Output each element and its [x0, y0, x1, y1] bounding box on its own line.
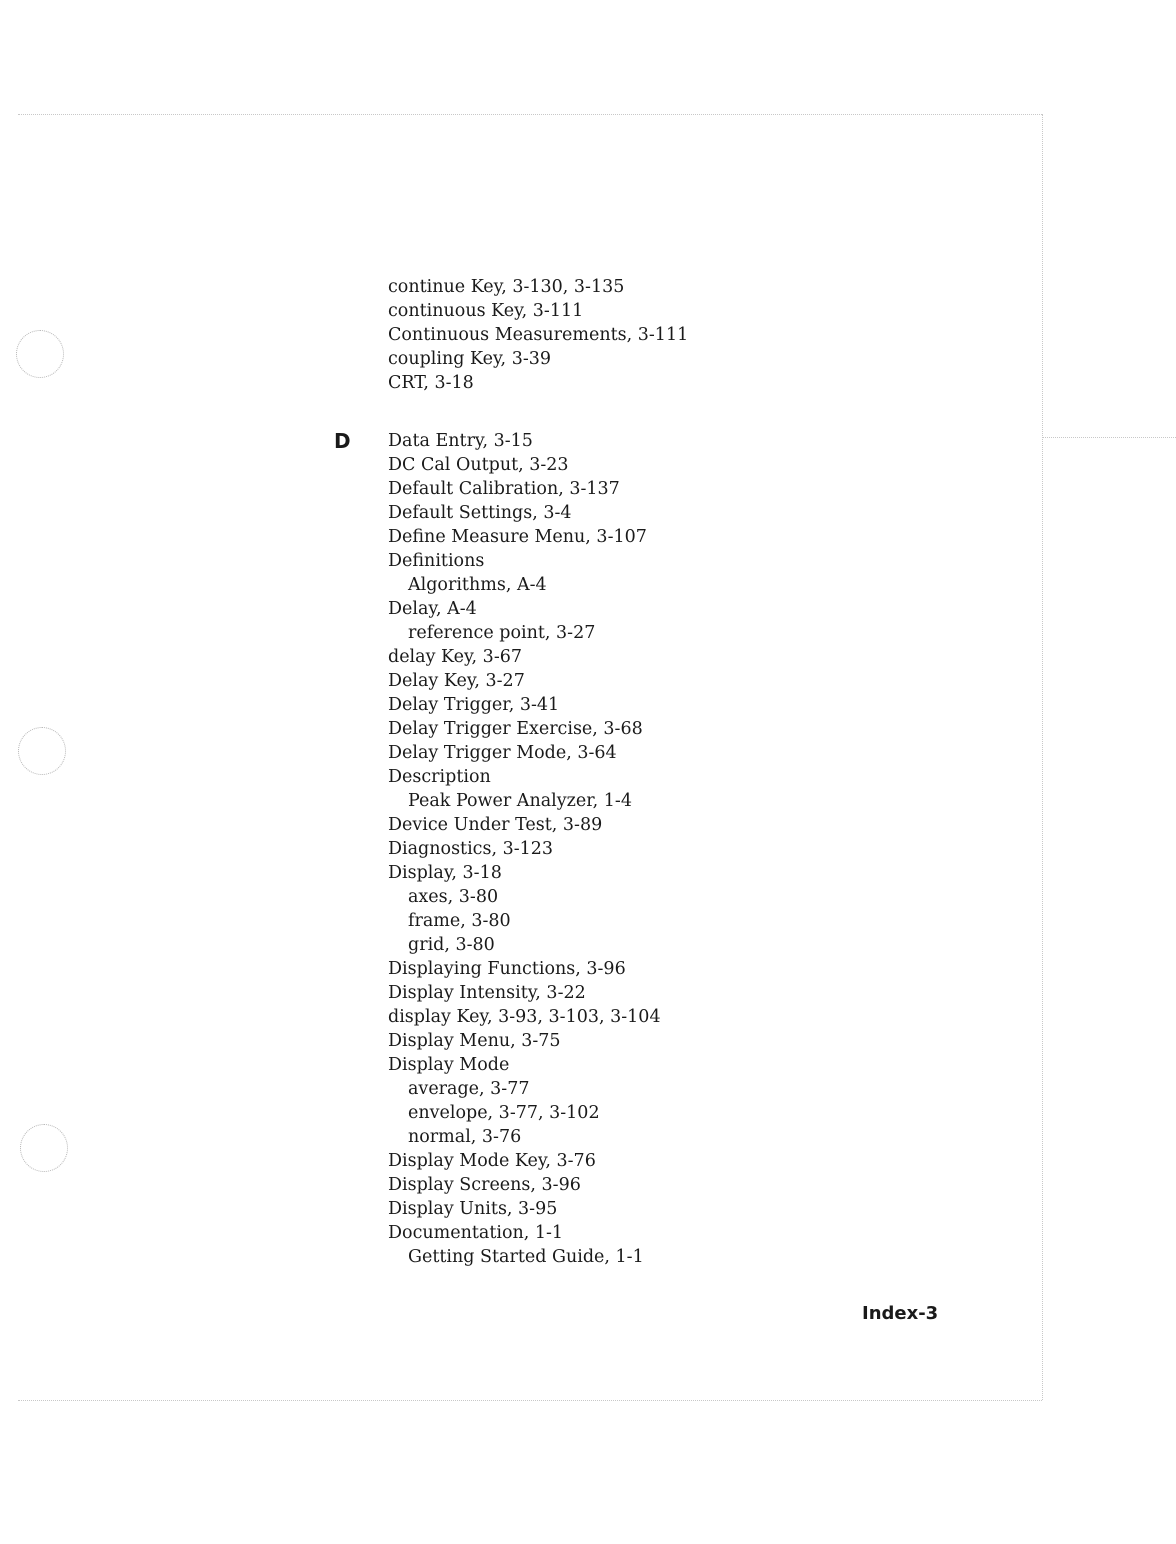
- index-entry: DC Cal Output, 3-23: [388, 455, 569, 475]
- page-border-bottom: [18, 1400, 1042, 1401]
- index-subentry: Peak Power Analyzer, 1-4: [408, 791, 632, 811]
- index-entry: Device Under Test, 3-89: [388, 815, 603, 835]
- index-tab-line: [1042, 437, 1176, 438]
- index-group-d: [388, 429, 1008, 1269]
- index-entry: Delay, A-4: [388, 599, 477, 619]
- index-entry: Data Entry, 3-15: [388, 431, 533, 451]
- index-entry: Display Intensity, 3-22: [388, 983, 586, 1003]
- index-subentry: frame, 3-80: [408, 911, 511, 931]
- index-subentry: envelope, 3-77, 3-102: [408, 1103, 600, 1123]
- index-entry: Display Mode Key, 3-76: [388, 1151, 596, 1171]
- index-subentry: axes, 3-80: [408, 887, 499, 907]
- section-gap: [388, 395, 1008, 429]
- index-entry: Description: [388, 767, 491, 787]
- page-border-right: [1042, 114, 1043, 1400]
- index-entry: coupling Key, 3-39: [388, 349, 552, 369]
- index-entry: Definitions: [388, 551, 485, 571]
- index-entry: Display Units, 3-95: [388, 1199, 558, 1219]
- punch-hole: [20, 1124, 68, 1172]
- index-entry: Display Menu, 3-75: [388, 1031, 561, 1051]
- index-entry: Default Calibration, 3-137: [388, 479, 620, 499]
- index-subentry: grid, 3-80: [408, 935, 495, 955]
- index-entry: Delay Key, 3-27: [388, 671, 525, 691]
- index-entry: Continuous Measurements, 3-111: [388, 325, 689, 345]
- punch-hole: [18, 727, 66, 775]
- index-entry: delay Key, 3-67: [388, 647, 523, 667]
- index-entry: CRT, 3-18: [388, 373, 474, 393]
- index-entry: Delay Trigger Exercise, 3-68: [388, 719, 643, 739]
- index-entry: display Key, 3-93, 3-103, 3-104: [388, 1007, 661, 1027]
- punch-hole: [16, 330, 64, 378]
- index-entry: Diagnostics, 3-123: [388, 839, 554, 859]
- index-entry: Delay Trigger, 3-41: [388, 695, 560, 715]
- index-entry: Displaying Functions, 3-96: [388, 959, 626, 979]
- index-subentry: normal, 3-76: [408, 1127, 522, 1147]
- index-entry: Display Mode: [388, 1055, 510, 1075]
- section-letter-d: D: [334, 429, 351, 453]
- index-entry: continue Key, 3-130, 3-135: [388, 277, 625, 297]
- page-number: Index-3: [862, 1303, 939, 1324]
- index-subentry: reference point, 3-27: [408, 623, 596, 643]
- index-subentry: Getting Started Guide, 1-1: [408, 1247, 644, 1267]
- index-subentry: Algorithms, A-4: [408, 575, 547, 595]
- index-entry: Display Screens, 3-96: [388, 1175, 581, 1195]
- index-entry: Define Measure Menu, 3-107: [388, 527, 647, 547]
- index-entry: Documentation, 1-1: [388, 1223, 564, 1243]
- index-subentry: average, 3-77: [408, 1079, 530, 1099]
- index-entry: Default Settings, 3-4: [388, 503, 572, 523]
- index-entry: continuous Key, 3-111: [388, 301, 584, 321]
- page-border-top: [18, 114, 1042, 115]
- index-entry: Display, 3-18: [388, 863, 502, 883]
- index-entry: Delay Trigger Mode, 3-64: [388, 743, 617, 763]
- index-entries: [388, 275, 1008, 1269]
- index-group-c: [388, 275, 1008, 395]
